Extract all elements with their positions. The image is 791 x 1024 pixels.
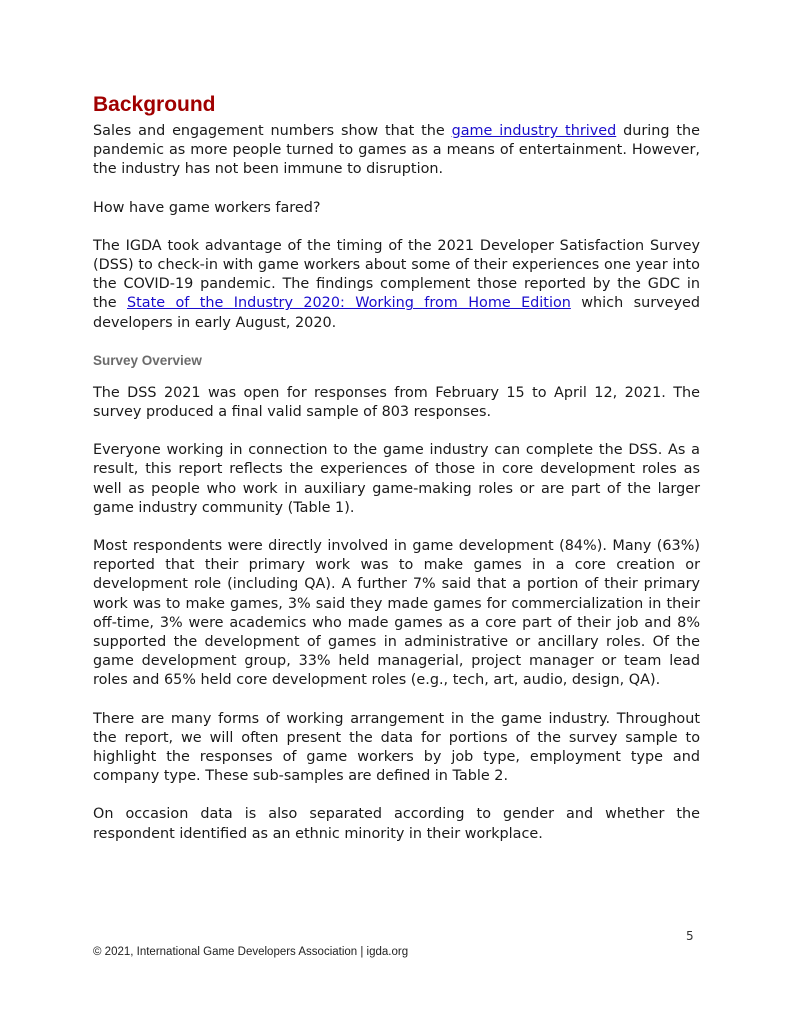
- state-of-industry-link[interactable]: State of the Industry 2020: Working from Home Edition: [127, 295, 571, 312]
- paragraph-gender: On occasion data is also separated according to gender and whether the respondent identified as an ethnic minority in their workplace.: [93, 806, 700, 842]
- page-number: 5: [686, 929, 694, 943]
- paragraph-igda-text-after: which surveyed developers in early August, 2020.: [93, 295, 700, 331]
- page-content: [93, 92, 700, 844]
- paragraph-respondents: Most respondents were directly involved in game development (84%). Many (63%) reported that their primary work was to make games in a core creation or development role (including QA). A further 7% said that a portion of their primary work was to make games, 3% said they made games for commercialization in their off-time, 3% were academics who made games as a core part of their job and 8% supported the development of games in administrative or ancillary roles. Of the game development group, 33% held managerial, project manager or team lead roles and 65% held core development roles (e.g., tech, art, audio, design, QA).: [93, 538, 700, 689]
- paragraph-intro-text-after: during the pandemic as more people turned to games as a means of entertainment. However, the industry has not been immune to disruption.: [93, 123, 700, 178]
- paragraph-everyone: Everyone working in connection to the game industry can complete the DSS. As a result, this report reflects the experiences of those in core development roles as well as people who work in auxiliary game-making roles or are part of the larger game industry community (Table 1).: [93, 442, 700, 516]
- paragraph-arrangements: There are many forms of working arrangement in the game industry. Throughout the report, we will often present the data for portions of the survey sample to highlight the responses of game workers by job type, employment type and company type. These sub-samples are defined in Table 2.: [93, 710, 700, 785]
- footer-copyright: © 2021, International Game Developers Association | igda.org: [93, 946, 409, 958]
- paragraph-intro: [93, 122, 700, 180]
- paragraph-igda: [93, 237, 700, 333]
- paragraph-question: How have game workers fared?: [93, 199, 321, 216]
- survey-overview-subheading: Survey Overview: [93, 352, 202, 368]
- paragraph-igda-text-before: The IGDA took advantage of the timing of the 2021 Developer Satisfaction Survey (DSS) to check-in with game workers about some of their experiences one year into the COVID-19 pandemic. The findings complement those reported by the GDC in the: [93, 237, 700, 312]
- game-industry-thrived-link[interactable]: game industry thrived: [451, 123, 617, 139]
- paragraph-intro-text-before: Sales and engagement numbers show that the: [93, 123, 452, 139]
- paragraph-dss-dates: The DSS 2021 was open for responses from February 15 to April 12, 2021. The survey produced a final valid sample of 803 responses.: [93, 384, 700, 421]
- section-heading: Background: [93, 93, 216, 116]
